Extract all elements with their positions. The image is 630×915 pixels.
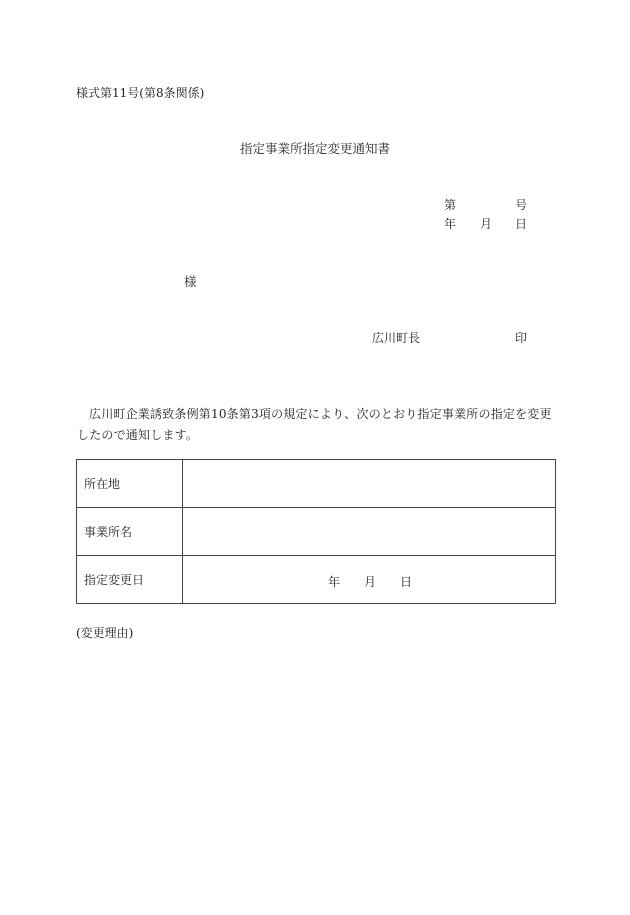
issue-date-year: 年 [444, 217, 457, 231]
table-row-change-date [77, 556, 556, 604]
change-reason-label: (変更理由) [76, 626, 134, 640]
office-name-value [183, 508, 556, 556]
document-number-suffix: 号 [515, 198, 528, 212]
location-value [183, 460, 556, 508]
document-number-prefix: 第 [444, 198, 457, 212]
office-name-label: 事業所名 [77, 508, 183, 556]
change-date-label: 指定変更日 [77, 556, 183, 604]
change-date-month: 月 [364, 575, 377, 589]
sender-title: 広川町長 [372, 331, 421, 345]
issue-date-day: 日 [515, 217, 528, 231]
change-date-day: 日 [400, 575, 413, 589]
change-date-year: 年 [328, 575, 341, 589]
form-number: 様式第11号(第8条関係) [76, 86, 205, 100]
document-title: 指定事業所指定変更通知書 [239, 141, 390, 156]
issue-date-month: 月 [480, 217, 493, 231]
addressee-honorific: 様 [184, 274, 197, 289]
table-row-location [77, 460, 556, 508]
change-date-value [183, 556, 556, 604]
details-table [76, 459, 556, 604]
change-date-parts [328, 573, 436, 590]
notice-body-text: 広川町企業誘致条例第10条第3項の規定により、次のとおり指定事業所の指定を変更したので通知します。 [77, 407, 552, 442]
location-label: 所在地 [77, 460, 183, 508]
table-row-office-name [77, 508, 556, 556]
seal-mark: 印 [515, 331, 528, 345]
